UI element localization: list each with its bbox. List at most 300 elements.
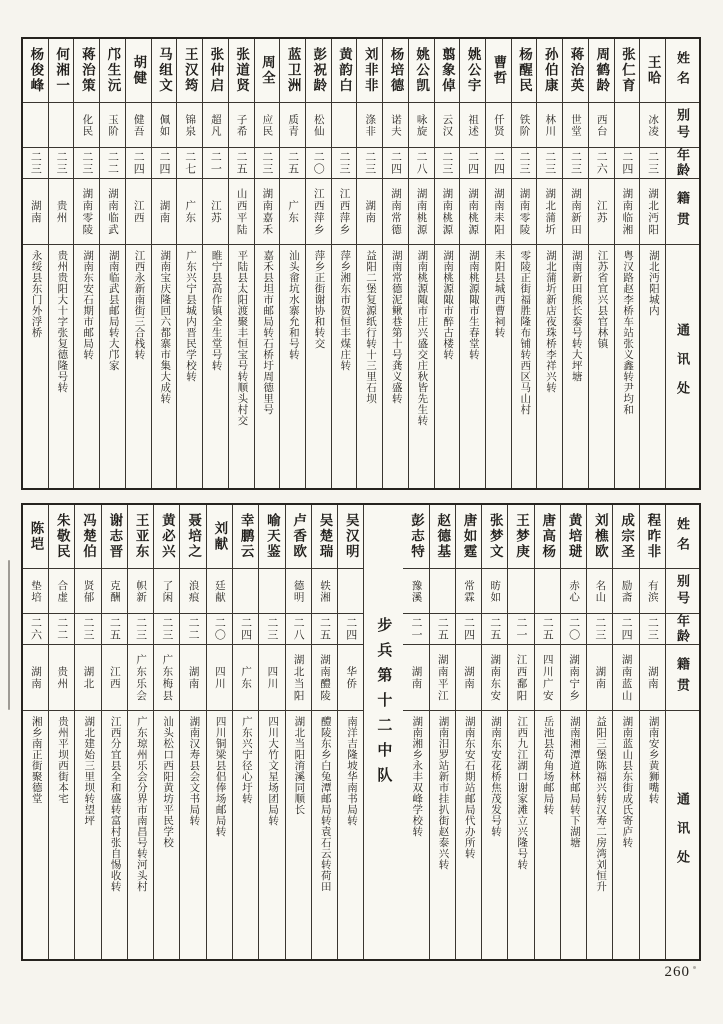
person-name: 翦象倬 <box>439 47 455 94</box>
name-cell <box>180 505 205 569</box>
header-column <box>665 39 699 488</box>
native-cell <box>409 179 434 245</box>
name-cell <box>75 505 100 569</box>
person-alias: 佩如 <box>158 113 170 137</box>
header-address <box>666 245 699 488</box>
person-address: 嘉禾县坦市邮局转石桥圩周德里号 <box>262 250 274 415</box>
person-address: 江西分宜县全和盛转富村张自惕收转 <box>109 716 121 892</box>
person-address: 平陆县太阳渡聚丰恒宝号转顺头村交 <box>236 250 248 426</box>
person-address: 湖南东安石期站邮局代办所转 <box>463 716 475 859</box>
age-cell <box>255 148 280 179</box>
person-native: 湖南临武 <box>107 187 119 236</box>
name-cell <box>563 39 588 103</box>
age-cell <box>435 148 460 179</box>
age-cell <box>286 614 311 645</box>
person-column <box>206 505 232 959</box>
person-name: 王梦庚 <box>514 513 530 560</box>
person-name: 喻天鉴 <box>264 513 280 560</box>
name-cell <box>102 505 127 569</box>
alias-cell <box>229 103 254 148</box>
address-cell <box>259 711 284 959</box>
person-name: 何湘一 <box>54 47 70 94</box>
person-native: 湖南 <box>646 665 658 690</box>
age-cell <box>233 614 258 645</box>
person-name: 吴汉明 <box>343 513 359 560</box>
person-column <box>23 505 48 959</box>
native-cell <box>589 179 614 245</box>
person-column <box>179 505 205 959</box>
native-cell <box>255 179 280 245</box>
person-address: 萍乡湘东市贺恒丰煤庄转 <box>339 250 351 371</box>
person-native: 贵州 <box>55 199 67 224</box>
address-cell <box>23 245 48 488</box>
scan-speck <box>693 966 696 969</box>
age-cell <box>640 614 665 645</box>
alias-cell <box>383 103 408 148</box>
native-cell <box>306 179 331 245</box>
age-cell <box>23 148 48 179</box>
person-column <box>101 505 127 959</box>
native-cell <box>75 645 100 711</box>
person-address: 湖南汨罗站新市挂扒街赵泰兴转 <box>437 716 449 870</box>
name-cell <box>49 39 74 103</box>
header-column <box>665 505 699 959</box>
name-cell <box>435 39 460 103</box>
person-name: 聂培之 <box>186 513 202 560</box>
age-cell <box>49 614 74 645</box>
person-age: 二四 <box>620 151 633 175</box>
person-address: 湖南湘潭道林邮局转下湖塘 <box>568 716 580 848</box>
name-cell <box>100 39 125 103</box>
person-native: 广东梅县 <box>161 653 173 702</box>
person-address: 湖南汉寿县会文书局转 <box>188 716 200 826</box>
person-column <box>153 505 179 959</box>
person-name: 冯楚伯 <box>81 513 97 560</box>
person-native: 华侨 <box>345 665 357 690</box>
person-column <box>258 505 284 959</box>
address-cell <box>207 711 232 959</box>
person-column <box>403 505 428 959</box>
header-address <box>666 711 699 959</box>
age-cell <box>615 148 640 179</box>
person-column <box>614 39 640 488</box>
age-cell <box>613 614 638 645</box>
person-alias: 应民 <box>261 113 273 137</box>
age-cell <box>403 614 428 645</box>
alias-cell <box>357 103 382 148</box>
age-cell <box>486 148 511 179</box>
person-column <box>151 39 177 488</box>
person-name: 朱敬民 <box>54 513 70 560</box>
name-cell <box>640 505 665 569</box>
name-cell <box>613 505 638 569</box>
alias-cell <box>312 569 337 614</box>
alias-cell <box>535 569 560 614</box>
native-cell <box>207 645 232 711</box>
person-age: 二五 <box>108 617 121 641</box>
person-alias: 昉如 <box>489 579 501 603</box>
person-name: 吴楚瑞 <box>317 513 333 560</box>
person-name: 蒋治策 <box>79 47 95 94</box>
alias-cell <box>640 103 665 148</box>
person-address: 湖南桃源陬市庄兴盛交庄秋皆先生转 <box>416 250 428 426</box>
age-cell <box>102 614 127 645</box>
alias-cell <box>49 569 74 614</box>
person-native: 江西萍乡 <box>338 187 350 236</box>
name-cell <box>255 39 280 103</box>
native-cell <box>482 645 507 711</box>
person-age: 二三 <box>29 151 42 175</box>
native-cell <box>615 179 640 245</box>
person-address: 湖北蒲圻新店夜珠桥李祥兴转 <box>545 250 557 393</box>
person-native: 湖南临湘 <box>621 187 633 236</box>
person-name: 刘樵欧 <box>592 513 608 560</box>
person-native: 湖南 <box>30 665 42 690</box>
person-name: 唐高杨 <box>540 513 556 560</box>
address-cell <box>615 245 640 488</box>
address-cell <box>177 245 202 488</box>
header-address-label: 通讯处 <box>675 791 690 879</box>
header-age <box>666 148 699 179</box>
person-age: 二六 <box>29 617 42 641</box>
person-native: 江西 <box>108 665 120 690</box>
person-address: 广东琼州乐会分界市南昌号转河头村 <box>135 716 147 892</box>
person-native: 湖北当阳 <box>292 653 304 702</box>
header-alias-label: 别号 <box>675 574 690 608</box>
page-number: 260 <box>664 964 690 980</box>
age-cell <box>512 148 537 179</box>
age-cell <box>203 148 228 179</box>
person-native: 湖南零陵 <box>518 187 530 236</box>
person-address: 湖北建始三里坝转望坪 <box>83 716 95 826</box>
header-name-label: 姓名 <box>675 516 690 557</box>
native-cell <box>128 645 153 711</box>
person-name: 王亚东 <box>133 513 149 560</box>
person-name: 王哈 <box>645 55 661 86</box>
alias-cell <box>403 569 428 614</box>
person-address: 湖南常德泥鳅巷第十号龚义盛转 <box>390 250 402 404</box>
name-cell <box>286 505 311 569</box>
person-name: 杨俊峰 <box>28 47 44 94</box>
person-native: 四川广安 <box>541 653 553 702</box>
native-cell <box>259 645 284 711</box>
person-alias: 云汉 <box>441 113 453 137</box>
alias-cell <box>255 103 280 148</box>
person-name: 陈垲 <box>28 521 44 552</box>
person-native: 湖南 <box>410 665 422 690</box>
person-address: 湖南新田熊长泰号转大坪塘 <box>570 250 582 382</box>
header-name-label: 姓名 <box>675 50 690 91</box>
name-cell <box>512 39 537 103</box>
person-age: 二五 <box>488 617 501 641</box>
alias-cell <box>537 103 562 148</box>
person-name: 成宗圣 <box>619 513 635 560</box>
address-cell <box>128 711 153 959</box>
header-native-label: 籍贯 <box>675 656 690 699</box>
native-cell <box>23 645 48 711</box>
name-cell <box>233 505 258 569</box>
person-age: 二一 <box>409 617 422 641</box>
person-address: 贵州平坝西街本宅 <box>57 716 69 804</box>
address-cell <box>561 711 586 959</box>
person-column <box>305 39 331 488</box>
address-cell <box>23 711 48 959</box>
person-column <box>232 505 258 959</box>
person-native: 湖南 <box>187 665 199 690</box>
alias-cell <box>126 103 151 148</box>
person-name: 幸鹏云 <box>238 513 254 560</box>
person-age: 二七 <box>183 151 196 175</box>
native-cell <box>233 645 258 711</box>
person-address: 南洋吉隆坡华南书局转 <box>345 716 357 826</box>
name-cell <box>561 505 586 569</box>
address-cell <box>357 245 382 488</box>
person-alias: 锦泉 <box>184 113 196 137</box>
person-alias: 涤非 <box>364 113 376 137</box>
address-cell <box>49 245 74 488</box>
person-native: 湖北沔阳 <box>647 187 659 236</box>
alias-cell <box>306 103 331 148</box>
address-cell <box>512 245 537 488</box>
person-column <box>459 39 485 488</box>
address-cell <box>460 245 485 488</box>
age-cell <box>537 148 562 179</box>
alias-cell <box>180 569 205 614</box>
name-cell <box>126 39 151 103</box>
person-native: 江西萍乡 <box>312 187 324 236</box>
person-alias: 超凡 <box>209 113 221 137</box>
person-name: 孙伯康 <box>542 47 558 94</box>
person-native: 四川 <box>213 665 225 690</box>
person-address: 湖南蓝山县东街成氏寄庐转 <box>621 716 633 848</box>
alias-cell <box>207 569 232 614</box>
person-address: 湖北沔阳城内 <box>647 250 659 316</box>
roster-table-bottom <box>21 503 701 961</box>
person-alias: 励斋 <box>620 579 632 603</box>
person-name: 张仁育 <box>619 47 635 94</box>
address-cell <box>409 245 434 488</box>
alias-cell <box>587 569 612 614</box>
person-native: 湖南桃源 <box>415 187 427 236</box>
person-column <box>429 505 455 959</box>
person-column <box>455 505 481 959</box>
address-cell <box>233 711 258 959</box>
person-native: 湖北 <box>82 665 94 690</box>
header-native <box>666 179 699 245</box>
person-column <box>507 505 533 959</box>
native-cell <box>100 179 125 245</box>
native-cell <box>486 179 511 245</box>
person-name: 杨醒民 <box>517 47 533 94</box>
person-name: 卢香欧 <box>291 513 307 560</box>
person-age: 二三 <box>338 151 351 175</box>
person-column <box>588 39 614 488</box>
age-cell <box>561 614 586 645</box>
native-cell <box>229 179 254 245</box>
person-alias: 了闲 <box>161 579 173 603</box>
address-cell <box>535 711 560 959</box>
person-name: 彭祝龄 <box>311 47 327 94</box>
address-cell <box>508 711 533 959</box>
alias-cell <box>615 103 640 148</box>
address-cell <box>74 245 99 488</box>
person-age: 二五 <box>436 617 449 641</box>
person-native: 江苏 <box>209 199 221 224</box>
person-age: 二三 <box>569 151 582 175</box>
age-cell <box>563 148 588 179</box>
person-column <box>279 39 305 488</box>
address-cell <box>383 245 408 488</box>
name-cell <box>508 505 533 569</box>
person-native: 湖南耒阳 <box>492 187 504 236</box>
person-column <box>560 505 586 959</box>
native-cell <box>180 645 205 711</box>
roster-table-top <box>21 37 701 490</box>
person-age: 二五 <box>235 151 248 175</box>
person-address: 湖南安乡黄狮嘴转 <box>647 716 659 804</box>
person-native: 广东 <box>240 665 252 690</box>
alias-cell <box>259 569 284 614</box>
person-alias: 豫溪 <box>410 579 422 603</box>
name-cell <box>177 39 202 103</box>
age-cell <box>177 148 202 179</box>
address-cell <box>640 711 665 959</box>
address-cell <box>102 711 127 959</box>
person-name: 黄必兴 <box>159 513 175 560</box>
native-cell <box>338 645 363 711</box>
alias-cell <box>152 103 177 148</box>
person-age: 二三 <box>593 617 606 641</box>
address-cell <box>482 711 507 959</box>
person-alias: 轶湘 <box>318 579 330 603</box>
person-name: 刘非非 <box>362 47 378 94</box>
age-cell <box>332 148 357 179</box>
alias-cell <box>23 569 48 614</box>
person-address: 益阳三堡陈福兴转汉寿二房湾刘恒升 <box>595 716 607 892</box>
name-cell <box>430 505 455 569</box>
person-name: 蒋治英 <box>568 47 584 94</box>
person-name: 杨培德 <box>388 47 404 94</box>
name-cell <box>23 39 48 103</box>
age-cell <box>180 614 205 645</box>
alias-cell <box>233 569 258 614</box>
person-address: 睢宁县高作镇全生堂号转 <box>210 250 222 371</box>
native-cell <box>177 179 202 245</box>
age-cell <box>409 148 434 179</box>
person-native: 山西平陆 <box>235 187 247 236</box>
alias-cell <box>332 103 357 148</box>
alias-cell <box>23 103 48 148</box>
person-column <box>176 39 202 488</box>
native-cell <box>23 179 48 245</box>
header-alias <box>666 103 699 148</box>
person-alias: 帜新 <box>135 579 147 603</box>
person-alias: 贤郁 <box>82 579 94 603</box>
alias-cell <box>460 103 485 148</box>
name-cell <box>535 505 560 569</box>
person-alias: 祖述 <box>467 113 479 137</box>
native-cell <box>49 179 74 245</box>
alias-cell <box>456 569 481 614</box>
person-address: 广东兴宁县城内晋民学校转 <box>184 250 196 382</box>
person-address: 湖南东安花桥焦茂发号转 <box>490 716 502 837</box>
person-alias: 世堂 <box>569 113 581 137</box>
age-cell <box>49 148 74 179</box>
native-cell <box>154 645 179 711</box>
section-divider-label: 步兵第十二中队 <box>375 617 392 792</box>
person-alias: 西台 <box>595 113 607 137</box>
person-native: 湖南东安 <box>489 653 501 702</box>
header-native <box>666 645 699 711</box>
person-address: 湖南东安石期市邮局转 <box>82 250 94 360</box>
person-address: 贵州贵阳大十字张复德隆号转 <box>56 250 68 393</box>
name-cell <box>460 39 485 103</box>
native-cell <box>203 179 228 245</box>
person-age: 二三 <box>260 151 273 175</box>
person-alias: 浪痕 <box>187 579 199 603</box>
native-cell <box>286 645 311 711</box>
address-cell <box>403 711 428 959</box>
person-name: 黄培琎 <box>566 513 582 560</box>
scan-edge-artifact <box>8 560 10 710</box>
person-name: 蓝卫洲 <box>285 47 301 94</box>
age-cell <box>126 148 151 179</box>
address-cell <box>613 711 638 959</box>
native-cell <box>587 645 612 711</box>
person-column <box>311 505 337 959</box>
person-alias: 垫培 <box>30 579 42 603</box>
person-age: 二四 <box>462 617 475 641</box>
person-name: 黄韵白 <box>337 47 353 94</box>
address-cell <box>152 245 177 488</box>
person-address: 萍乡正街谢协和转交 <box>313 250 325 349</box>
person-alias: 赤心 <box>568 579 580 603</box>
header-age-label: 年龄 <box>675 148 690 178</box>
age-cell <box>482 614 507 645</box>
person-name: 姚公宇 <box>465 47 481 94</box>
native-cell <box>357 179 382 245</box>
address-cell <box>280 245 305 488</box>
person-alias: 冰凌 <box>647 113 659 137</box>
person-age: 二四 <box>389 151 402 175</box>
person-age: 二四 <box>466 151 479 175</box>
address-cell <box>286 711 311 959</box>
alias-cell <box>286 569 311 614</box>
person-native: 广东 <box>287 199 299 224</box>
alias-cell <box>561 569 586 614</box>
person-age: 二三 <box>82 617 95 641</box>
alias-cell <box>430 569 455 614</box>
person-address: 益阳二堡复源纸行转十三里石坝 <box>364 250 376 404</box>
native-cell <box>49 645 74 711</box>
native-cell <box>613 645 638 711</box>
person-alias: 德明 <box>292 579 304 603</box>
alias-cell <box>177 103 202 148</box>
person-name: 马组文 <box>156 47 172 94</box>
name-cell <box>482 505 507 569</box>
person-native: 广东乐会 <box>135 653 147 702</box>
native-cell <box>563 179 588 245</box>
person-column <box>434 39 460 488</box>
person-address: 湖南桃源陬市生春堂转 <box>467 250 479 360</box>
person-age: 二四 <box>620 617 633 641</box>
person-address: 醴陵东乡白兔潭邮局转袁石云转荷田 <box>319 716 331 892</box>
person-name: 刘献 <box>212 521 228 552</box>
person-address: 湖南宝庆隆回六都寨市集大成转 <box>159 250 171 404</box>
person-native: 湖南宁乡 <box>568 653 580 702</box>
address-cell <box>589 245 614 488</box>
address-cell <box>338 711 363 959</box>
